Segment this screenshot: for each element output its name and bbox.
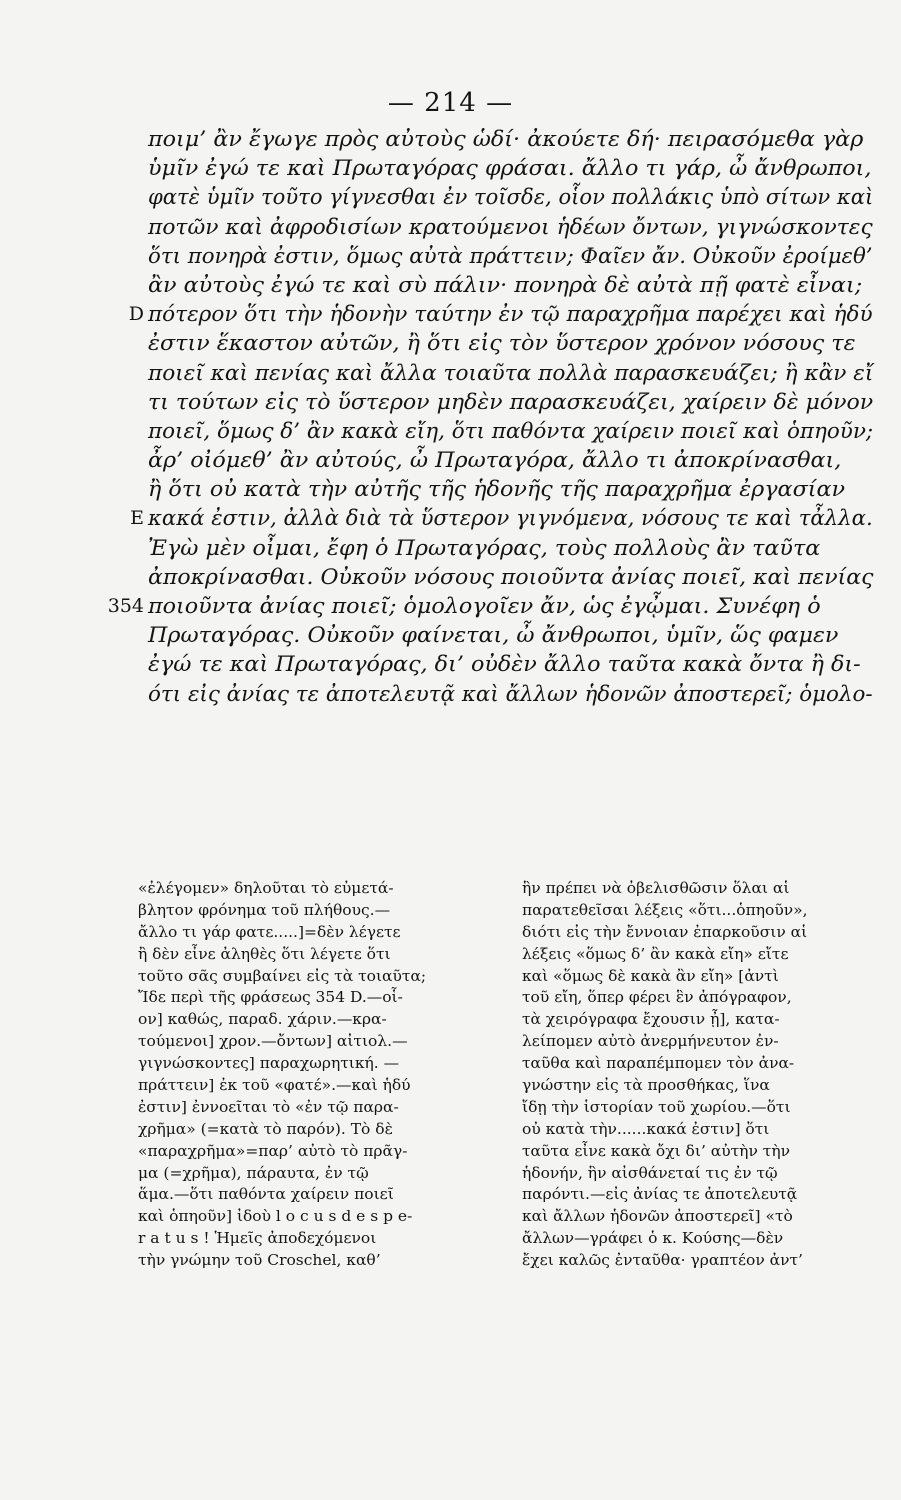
main-text (107, 125, 874, 709)
text-line (148, 154, 873, 183)
footnotes (138, 878, 878, 1272)
footnote-line: τοῦτο σᾶς συμβαίνει εἰς τὰ τοιαῦτα; (138, 967, 427, 985)
footnote-line: ἣν πρέπει νὰ ὀβελισθῶσιν ὅλαι αἱ (522, 880, 790, 897)
text-line (148, 563, 873, 592)
text-line (148, 125, 873, 154)
footnote-line: τὴν γνώμην τοῦ Croschel, καθ’ (138, 1252, 381, 1270)
text-line (148, 446, 873, 475)
footnote-line: καὶ ἄλλων ἡδονῶν ἀποστερεῖ] «τὸ (522, 1208, 793, 1226)
text-line-content: ὑμῖν ἐγώ τε καὶ Πρωταγόρας φράσαι. ἄλλο τι γάρ, ὦ ἄνθρωποι, (148, 156, 872, 181)
footnote-line: τοῦ εἴη, ὅπερ φέρει ἓν ἀπόγραφον, (522, 989, 792, 1007)
footnote-line: ταῦτα εἶνε κακὰ ὄχι δι’ αὐτὴν τὴν (522, 1142, 791, 1160)
footnote-line: καὶ ὁπηοῦν] ἰδοὺ l o c u s d e s p e- (138, 1208, 413, 1226)
text-line-content: πότερον ὅτι τὴν ἡδονὴν ταύτην ἐν τῷ παραχρῆμα παρέχει καὶ ἡδύ (148, 302, 873, 327)
footnotes-left-column (138, 878, 490, 1272)
text-line (148, 417, 873, 446)
text-line-content: ποτῶν καὶ ἀφροδισίων κρατούμενοι ἡδέων ὄντων, γιγνώσκοντες (148, 214, 873, 239)
margin-reference: E (130, 507, 144, 530)
footnote-line: ἄλλων—γράφει ὁ κ. Κούσης—δὲν (522, 1230, 784, 1248)
text-line (107, 592, 873, 621)
text-line-content: ἀποκρίνασθαι. Οὐκοῦν νόσους ποιοῦντα ἀνίας ποιεῖ, καὶ πενίας (148, 564, 874, 589)
footnote-line: λέξεις «ὅμως δ’ ἂν κακὰ εἴη» εἴτε (522, 945, 789, 963)
margin-reference: D (128, 303, 144, 326)
footnote-line: ἐστιν] ἐννοεῖται τὸ «ἐν τῷ παρα- (138, 1098, 399, 1116)
footnotes-right-column (522, 878, 878, 1272)
text-line (148, 242, 873, 271)
footnote-line: ἅμα.—ὅτι παθόντα χαίρειν ποιεῖ (138, 1186, 394, 1204)
footnote-line: γνώστην εἰς τὰ προσθήκας, ἵνα (522, 1077, 770, 1095)
footnote-line: παρατεθεῖσαι λέξεις «ὅτι...ὁπηοῦν», (522, 901, 808, 919)
text-line (128, 300, 873, 329)
footnote-line: λείπομεν αὐτὸ ἀνερμήνευτον ἐν- (522, 1033, 779, 1051)
footnote-line: ἄλλο τι γάρ φατε.....]=δὲν λέγετε (138, 923, 401, 941)
footnote-line: μα (=χρῆμα), πάραυτα, ἐν τῷ (138, 1164, 369, 1182)
text-line-content: ότι εἰς ἀνίας τε ἀποτελευτᾷ καὶ ἄλλων ἡδονῶν ἀποστερεῖ; ὁμολο- (148, 681, 873, 706)
text-line-content: ἂν αὐτοὺς ἐγώ τε καὶ σὺ πάλιν· πονηρὰ δὲ αὐτὰ πῇ φατὲ εἶναι; (148, 272, 863, 297)
footnote-line: Ἴδε περὶ τῆς φράσεως 354 D.—οἷ- (138, 989, 403, 1007)
footnote-line: καὶ «ὅμως δὲ κακὰ ἂν εἴη» [ἀντὶ (522, 967, 779, 985)
footnote-line: ἡδονήν, ἣν αἰσθάνεταί τις ἐν τῷ (522, 1164, 778, 1182)
text-line (148, 359, 873, 388)
footnote-line: ον] καθώς, παραδ. χάριν.—κρα- (138, 1011, 387, 1029)
text-line-content: ἆρ’ οἰόμεθ’ ἂν αὐτούς, ὦ Πρωταγόρα, ἄλλο τι ἀποκρίνασθαι, (148, 448, 842, 473)
footnote-line: r a t u s ! Ἡμεῖς ἀποδεχόμενοι (138, 1230, 377, 1248)
margin-reference: 354 (107, 595, 144, 617)
footnote-line: γιγνώσκοντες] παραχωρητική. — (138, 1055, 400, 1073)
text-line-content: Ἐγὼ μὲν οἶμαι, ἔφη ὁ Πρωταγόρας, τοὺς πολλοὺς ἂν ταῦτα (148, 535, 821, 560)
footnote-line: χρῆμα» (=κατὰ τὸ παρόν). Τὸ δὲ (138, 1120, 393, 1138)
text-line (148, 621, 873, 650)
page-number: — 214 — (387, 88, 514, 118)
text-line-content: ὅτι πονηρὰ ἐστιν, ὅμως αὐτὰ πράττειν; Φαῖεν ἄν. Οὐκοῦν ἐροίμεθ’ (148, 243, 873, 268)
footnote-line: ἔχει καλῶς ἐνταῦθα· γραπτέον ἀντ’ (522, 1252, 803, 1270)
text-line-content: Πρωταγόρας. Οὐκοῦν φαίνεται, ὦ ἄνθρωποι, ὑμῖν, ὥς φαμεν (148, 623, 839, 648)
text-line-content: ἐγώ τε καὶ Πρωταγόρας, δι’ οὐδὲν ἄλλο ταῦτα κακὰ ὄντα ἢ δι- (148, 652, 861, 677)
footnote-line: παρόντι.—εἰς ἀνίας τε ἀποτελευτᾷ (522, 1186, 798, 1204)
footnote-line: «παραχρῆμα»=παρ’ αὐτὸ τὸ πρᾶγ- (138, 1142, 408, 1160)
text-line (148, 271, 873, 300)
footnote-line: βλητον φρόνημα τοῦ πλήθους.— (138, 901, 391, 919)
footnote-line: ταῦθα καὶ παραπέμπομεν τὸν ἀνα- (522, 1055, 795, 1073)
footnote-line: διότι εἰς τὴν ἔννοιαν ἐπαρκοῦσιν αἱ (522, 923, 808, 941)
text-line-content: ποιοῦντα ἀνίας ποιεῖ; ὁμολογοῖεν ἄν, ὡς ἐγᾦμαι. Συνέφη ὁ (148, 594, 821, 618)
text-line-content: φατὲ ὑμῖν τοῦτο γίγνεσθαι ἐν τοῖσδε, οἷον πολλάκις ὑπὸ σίτων καὶ (148, 185, 874, 210)
footnote-line: τὰ χειρόγραφα ἔχουσιν ᾖ], κατα- (522, 1011, 780, 1029)
text-line (130, 504, 873, 533)
text-line-content: τι τούτων εἰς τὸ ὕστερον μηδὲν παρασκευάζει, χαίρειν δὲ μόνον (148, 389, 874, 414)
text-line (148, 213, 873, 242)
footnote-line: οὐ κατὰ τὴν......κακά ἐστιν] ὅτι (522, 1120, 770, 1138)
footnote-line: πράττειν] ἐκ τοῦ «φατέ».—καὶ ἡδύ (138, 1077, 411, 1095)
footnote-line: ἴδῃ τὴν ἱστορίαν τοῦ χωρίου.—ὅτι (522, 1098, 791, 1116)
footnote-line: ἢ δὲν εἶνε ἀληθὲς ὅτι λέγετε ὅτι (138, 945, 391, 963)
text-line-content: κακά ἐστιν, ἀλλὰ διὰ τὰ ὕστερον γιγνόμενα, νόσους τε καὶ τἆλλα. (148, 506, 873, 531)
text-line (148, 475, 873, 504)
text-line-content: ποιεῖ, ὅμως δ’ ἂν κακὰ εἴη, ὅτι παθόντα χαίρειν ποιεῖ καὶ ὁπηοῦν; (148, 418, 874, 443)
text-line-content: ποιεῖ καὶ πενίας καὶ ἄλλα τοιαῦτα πολλὰ παρασκευάζει; ἢ κἂν εἴ (148, 360, 874, 385)
text-line (148, 388, 873, 417)
text-line (148, 534, 873, 563)
text-line (148, 650, 873, 679)
text-line-content: ἐστιν ἕκαστον αὐτῶν, ἢ ὅτι εἰς τὸν ὕστερον χρόνον νόσους τε (148, 331, 856, 356)
text-line-content: ποιμ’ ἂν ἔγωγε πρὸς αὐτοὺς ὡδί· ἀκούετε δή· πειρασόμεθα γὰρ (148, 127, 864, 151)
text-line (148, 183, 873, 212)
footnote-line: «ἐλέγομεν» δηλοῦται τὸ εὐμετά- (138, 880, 394, 897)
text-line (148, 329, 873, 358)
footnote-line: τούμενοι] χρον.—ὄντων] αἰτιολ.— (138, 1033, 408, 1051)
text-line (148, 680, 873, 709)
text-line-content: ἢ ὅτι οὐ κατὰ τὴν αὐτῆς τῆς ἡδονῆς τῆς παραχρῆμα ἐργασίαν (148, 477, 846, 502)
